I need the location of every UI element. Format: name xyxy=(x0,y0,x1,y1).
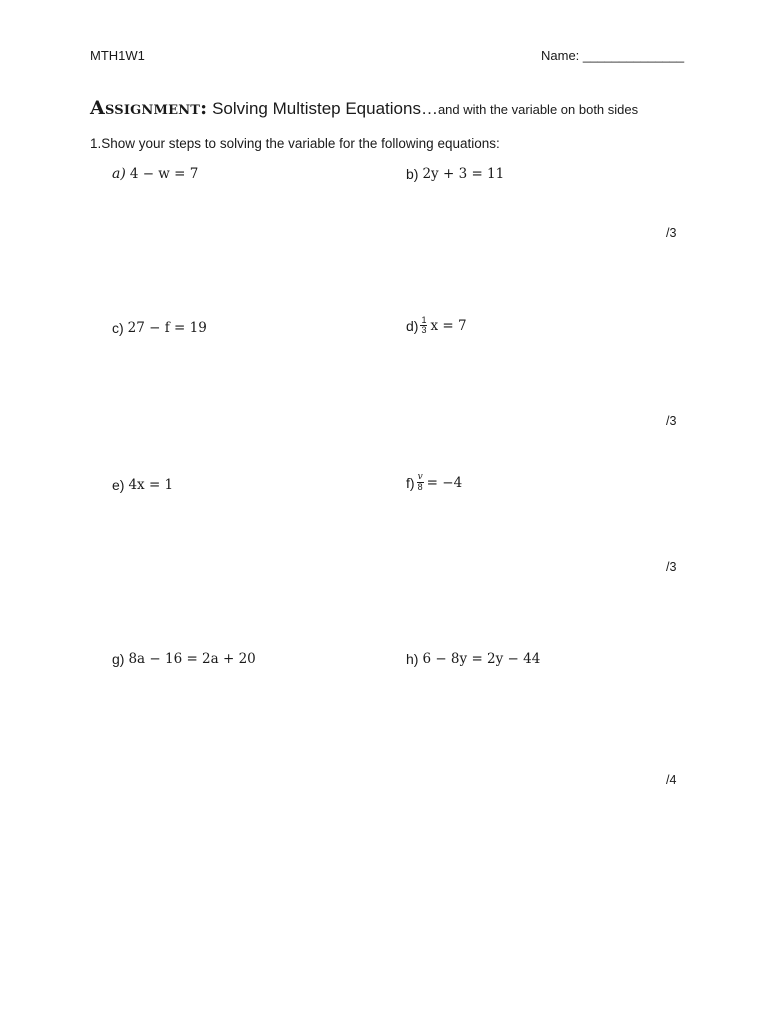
problem-label: d) xyxy=(406,317,419,334)
problem-b xyxy=(406,166,504,182)
problem-e xyxy=(112,477,173,493)
course-code: MTH1W1 xyxy=(90,48,145,63)
score-box: /3 xyxy=(666,560,677,574)
problem-label: a) xyxy=(112,166,126,182)
problem-equation: 27 − f = 19 xyxy=(127,320,207,336)
problem-equation: 6 − 8y = 2y − 44 xyxy=(422,651,541,667)
fraction xyxy=(417,473,424,492)
problem-equation: 2y + 3 = 11 xyxy=(422,166,505,182)
problem-label: e) xyxy=(112,477,125,493)
fraction xyxy=(420,316,427,335)
fraction-numerator: 1 xyxy=(421,315,427,325)
assignment-label: Assignment: xyxy=(90,97,208,119)
problem-d xyxy=(406,316,467,335)
problem-equation: 4x = 1 xyxy=(128,477,174,493)
problem-label: b) xyxy=(406,166,419,182)
problem-equation: 4 − w = 7 xyxy=(129,166,199,182)
assignment-title xyxy=(90,97,638,119)
fraction-denominator: 8 xyxy=(417,482,423,492)
score-box: /4 xyxy=(666,773,677,787)
problem-c xyxy=(112,320,207,336)
problem-equation: 8a − 16 = 2a + 20 xyxy=(128,651,256,667)
problem-g xyxy=(112,651,256,667)
problem-equation: = −4 xyxy=(426,474,463,491)
score-box: /3 xyxy=(666,226,677,240)
problem-h xyxy=(406,651,540,667)
fraction-denominator: 3 xyxy=(421,325,427,335)
assignment-main-title: Solving Multistep Equations… xyxy=(207,99,438,118)
fraction-numerator: v xyxy=(417,472,423,482)
assignment-subtitle: and with the variable on both sides xyxy=(437,102,639,117)
score-box: /3 xyxy=(666,414,677,428)
problem-f xyxy=(406,473,462,492)
problem-label: g) xyxy=(112,651,125,667)
problem-equation: x = 7 xyxy=(430,317,467,334)
problem-label: f) xyxy=(406,474,415,491)
instruction-text: 1.Show your steps to solving the variable for the following equations: xyxy=(90,136,500,151)
problem-a xyxy=(112,166,198,182)
problem-label: c) xyxy=(112,320,124,336)
problem-label: h) xyxy=(406,651,419,667)
name-field: Name: ______________ xyxy=(541,48,685,63)
